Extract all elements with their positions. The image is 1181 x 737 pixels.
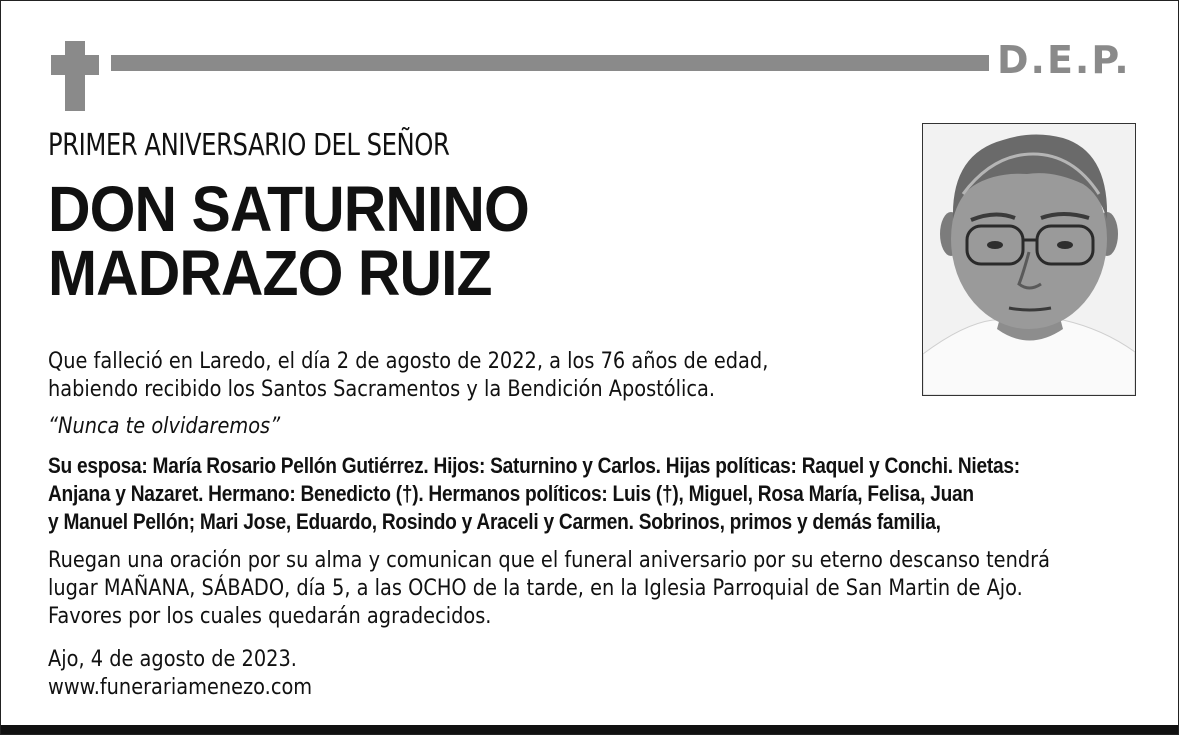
footer	[48, 645, 312, 701]
cross-icon	[51, 41, 99, 111]
anniversary-subtitle: PRIMER ANIVERSARIO DEL SEÑOR	[48, 128, 450, 163]
death-details	[48, 347, 768, 403]
death-details-line: habiendo recibido los Santos Sacramentos y la Bendición Apostólica.	[48, 376, 716, 402]
place-date: Ajo, 4 de agosto de 2023.	[48, 646, 297, 672]
family-list-line: Su esposa: María Rosario Pellón Gutiérrez. Hijos: Saturnino y Carlos. Hijas políticas: Raquel y Conchi. Nietas:	[48, 453, 1020, 478]
death-details-line: Que falleció en Laredo, el día 2 de agosto de 2022, a los 76 años de edad,	[48, 348, 769, 374]
funeral-request-line: Favores por los cuales quedarán agradecidos.	[48, 603, 492, 629]
memorial-quote: “Nunca te olvidaremos”	[48, 413, 281, 439]
family-list	[48, 452, 1020, 536]
bottom-rule	[1, 725, 1178, 734]
header-rule	[111, 55, 989, 71]
funeral-request-line: Ruegan una oración por su alma y comunican que el funeral aniversario por su eterno descanso tendrá	[48, 547, 1050, 573]
family-list-line: y Manuel Pellón; Mari Jose, Eduardo, Rosindo y Araceli y Carmen. Sobrinos, primos y demás familia,	[48, 509, 941, 534]
deceased-name-line1: DON SATURNINO	[48, 173, 529, 245]
website-link[interactable]: www.funerariamenezo.com	[48, 674, 313, 700]
funeral-request-line: lugar MAÑANA, SÁBADO, día 5, a las OCHO de la tarde, en la Iglesia Parroquial de San Martin de Ajo.	[48, 575, 1023, 601]
deceased-name-line2: MADRAZO RUIZ	[48, 237, 492, 309]
portrait-image	[923, 124, 1135, 395]
dep-label: D.E.P.	[997, 38, 1131, 82]
portrait-photo	[922, 123, 1136, 396]
funeral-request	[48, 546, 1050, 630]
deceased-name	[48, 173, 529, 309]
family-list-line: Anjana y Nazaret. Hermano: Benedicto (†). Hermanos políticos: Luis (†), Miguel, Rosa María, Felisa, Juan	[48, 481, 974, 506]
